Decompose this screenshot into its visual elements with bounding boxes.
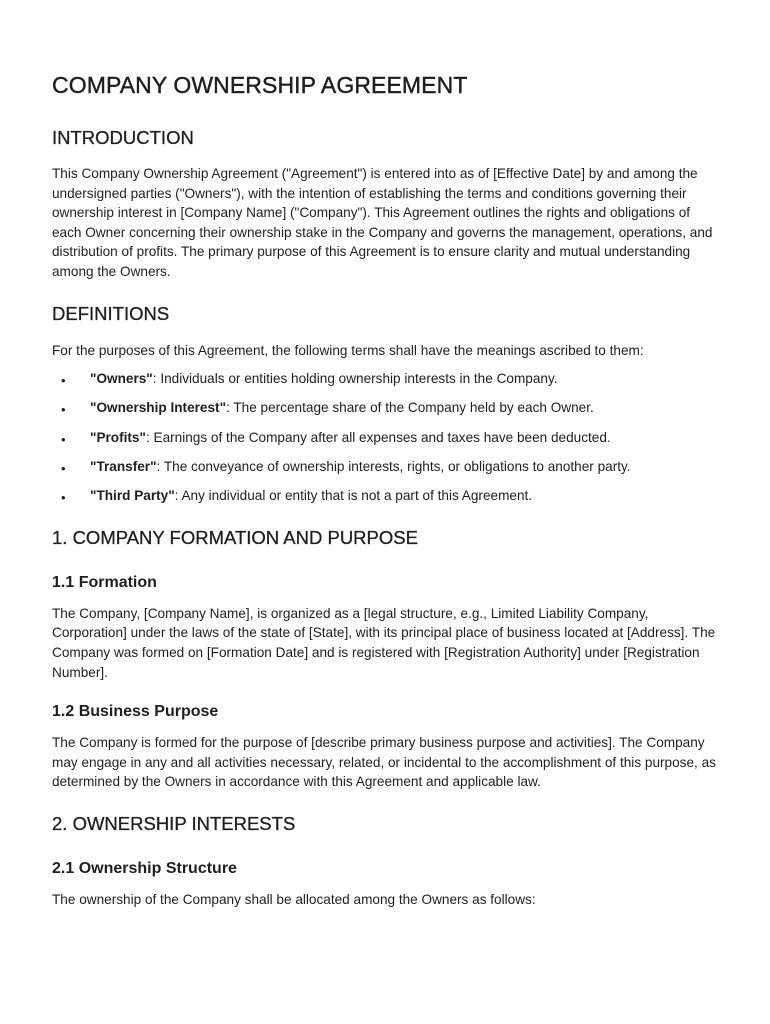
bullet-icon: •	[61, 431, 66, 447]
definition-text: : The conveyance of ownership interests, rights, or obligations to another party.	[156, 459, 631, 474]
section-1-1-heading: 1.1 Formation	[52, 573, 157, 591]
definition-item	[52, 457, 718, 477]
introduction-paragraph: This Company Ownership Agreement ("Agreement") is entered into as of [Effective Date] by and among the undersigned parties ("Owners"), with the intention of establishing the terms and conditions governing their ownership interest in [Company Name] ("Company"). This Agreement outlines the rights and obligations of each Owner concerning their ownership stake in the Company and governs the management, operations, and distribution of profits. The primary purpose of this Agreement is to ensure clarity and mutual understanding among the Owners.	[52, 166, 713, 279]
definition-item	[52, 369, 718, 389]
introduction-heading: INTRODUCTION	[52, 127, 194, 148]
section-2-1-heading: 2.1 Ownership Structure	[52, 860, 237, 878]
definition-term: "Owners"	[90, 371, 153, 387]
definitions-list	[52, 369, 718, 506]
section-1-2-heading: 1.2 Business Purpose	[52, 703, 219, 721]
document-title: COMPANY OWNERSHIP AGREEMENT	[52, 72, 468, 98]
definition-term: "Third Party"	[90, 488, 175, 504]
definitions-intro-paragraph: For the purposes of this Agreement, the following terms shall have the meanings ascribed to them:	[52, 342, 644, 358]
bullet-icon: •	[61, 402, 66, 418]
bullet-icon: •	[61, 461, 66, 476]
bullet-icon: •	[61, 490, 66, 506]
section-1-1-paragraph: The Company, [Company Name], is organized as a [legal structure, e.g., Limited Liability Company, Corporation] under the laws of the state of [State], with its principal place of business located at [Address]. The Company was formed on [Formation Date] and is registered with [Registration Authority] under [Registration Number].	[52, 605, 716, 680]
definitions-heading: DEFINITIONS	[52, 302, 170, 324]
section-1-heading: 1. COMPANY FORMATION AND PURPOSE	[52, 526, 418, 548]
definition-item	[52, 428, 718, 448]
definition-term: "Ownership Interest"	[90, 400, 227, 416]
definition-term: "Transfer"	[90, 459, 157, 474]
section-2-1-paragraph: The ownership of the Company shall be allocated among the Owners as follows:	[52, 892, 536, 908]
definition-text: : Individuals or entities holding ownership interests in the Company.	[152, 371, 558, 387]
section-1-2-paragraph: The Company is formed for the purpose of [describe primary business purpose and activities]. The Company may engage in any and all activities necessary, related, or incidental to the accomplishment of this purpose, as determined by the Owners in accordance with this Agreement and applicable law.	[52, 735, 716, 790]
definition-text: : The percentage share of the Company held by each Owner.	[226, 400, 594, 416]
section-2-heading: 2. OWNERSHIP INTERESTS	[52, 813, 296, 835]
definition-item	[52, 486, 718, 506]
definition-text: : Any individual or entity that is not a part of this Agreement.	[174, 488, 533, 504]
definition-item	[52, 398, 718, 418]
definition-text: : Earnings of the Company after all expenses and taxes have been deducted.	[145, 429, 611, 445]
bullet-icon: •	[61, 373, 66, 389]
definition-term: "Profits"	[90, 429, 146, 445]
